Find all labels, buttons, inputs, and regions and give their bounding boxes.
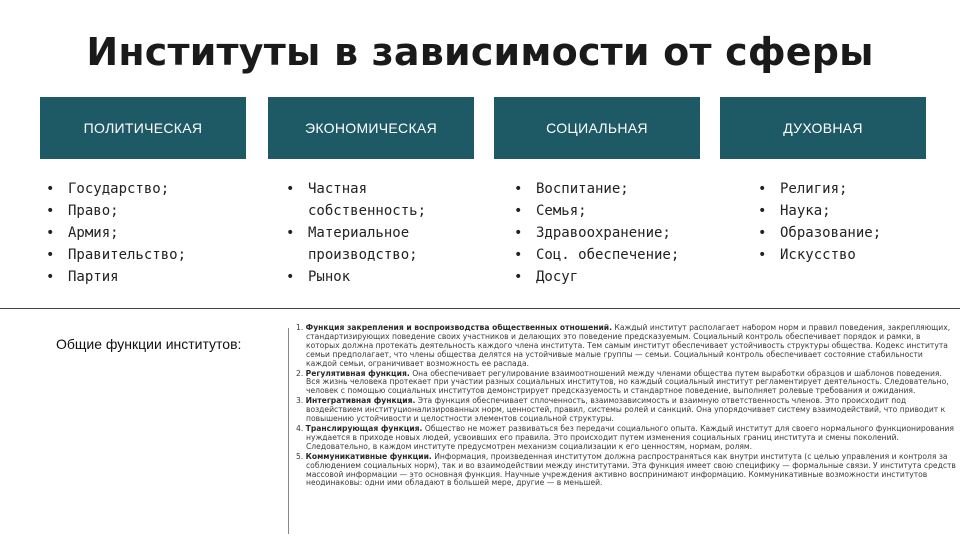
header-political: ПОЛИТИЧЕСКАЯ bbox=[40, 97, 246, 159]
list-spiritual bbox=[758, 178, 948, 266]
header-economic: ЭКОНОМИЧЕСКАЯ bbox=[268, 97, 474, 159]
list-item: • Религия; bbox=[758, 178, 948, 200]
list-item: • Правительство; bbox=[46, 244, 256, 266]
list-economic bbox=[286, 178, 466, 288]
list-item: • Армия; bbox=[46, 222, 256, 244]
list-item: • Материальное производство; bbox=[286, 222, 466, 266]
list-social bbox=[514, 178, 714, 288]
functions-text-block bbox=[296, 324, 956, 538]
list-item: • Искусство bbox=[758, 244, 948, 266]
function-item: 2. Регулятивная функция. Она обеспечивает регулирование взаимоотношений между членами общества путем выработки образцов и шаблонов поведения. Вся жизнь человека протекает при участии разных социальных институтов, но каждый социальный институт регламентирует деятельность. Следовательно, человек с помощью социальных институтов демонстрирует предсказуемость и стандартное поведение, выполняет ролевые требования и ожидания. bbox=[296, 368, 949, 396]
vertical-divider bbox=[288, 328, 289, 534]
list-item: • Частная собственность; bbox=[286, 178, 466, 222]
list-item: • Рынок bbox=[286, 266, 466, 288]
list-item: • Партия bbox=[46, 266, 256, 288]
list-item: • Государство; bbox=[46, 178, 256, 200]
list-item: • Наука; bbox=[758, 200, 948, 222]
function-item: 3. Интегративная функция. Эта функция обеспечивает сплоченность, взаимозависимость и взаимную ответственность членов. Это происходит под воздействием институционализированных норм, ценностей, правил, системы ролей и санкций. Она упорядочивает систему взаимодействий, что приводит к повышению устойчивости и целостности элементов социальной структуры. bbox=[296, 396, 946, 424]
header-social: СОЦИАЛЬНАЯ bbox=[494, 97, 700, 159]
list-item: • Семья; bbox=[514, 200, 714, 222]
list-item: • Право; bbox=[46, 200, 256, 222]
list-item: • Соц. обеспечение; bbox=[514, 244, 714, 266]
header-spiritual: ДУХОВНАЯ bbox=[720, 97, 926, 159]
page-title: Институты в зависимости от сферы bbox=[86, 30, 874, 74]
list-item: • Образование; bbox=[758, 222, 948, 244]
list-item: • Воспитание; bbox=[514, 178, 714, 200]
function-item: 4. Транслирующая функция. Общество не может развиваться без передачи социального опыта. Каждый институт для своего нормального функционирования нуждается в приходе новых людей, усвоивших его правила. Это происходит путем изменения социальных границ института и смены поколений. Следовательно, в каждом институте предусмотрен механизм социализации к его ценностям, нормам, ролям. bbox=[296, 423, 954, 451]
list-item: • Досуг bbox=[514, 266, 714, 288]
functions-label: Общие функции институтов: bbox=[56, 336, 242, 352]
function-item: 1. Функция закрепления и воспроизводства общественных отношений. Каждый институт располагает набором норм и правил поведения, закрепляющих, стандартизирующих поведение своих участников и делающих это поведение предсказуемым. Социальный контроль обеспечивает порядок и рамки, в которых должна протекать деятельность каждого члена института. Тем самым институт обеспечивает устойчивость структуры общества. Кодекс института семьи предполагает, что члены общества делятся на устойчивые малые группы — семьи. Социальный контроль обеспечивает состояние стабильности каждой семьи, ограничивает возможность ее распада. bbox=[296, 324, 951, 368]
list-political bbox=[46, 178, 256, 288]
list-item: • Здравоохранение; bbox=[514, 222, 714, 244]
function-item: 5. Коммуникативные функции. Информация, произведенная институтом должна распространяться как внутри института (с целью управления и контроля за соблюдением социальных норм), так и во взаимодействии между институтами. Эта функция имеет свою специфику — формальные связи. У института средств массовой информации — это основная функция. Научные учреждения активно воспринимают информацию. Коммуникативные возможности институтов неодинаковы: одни ими обладают в большей мере, другие — в меньшей. bbox=[296, 451, 956, 488]
section-divider bbox=[0, 308, 960, 309]
